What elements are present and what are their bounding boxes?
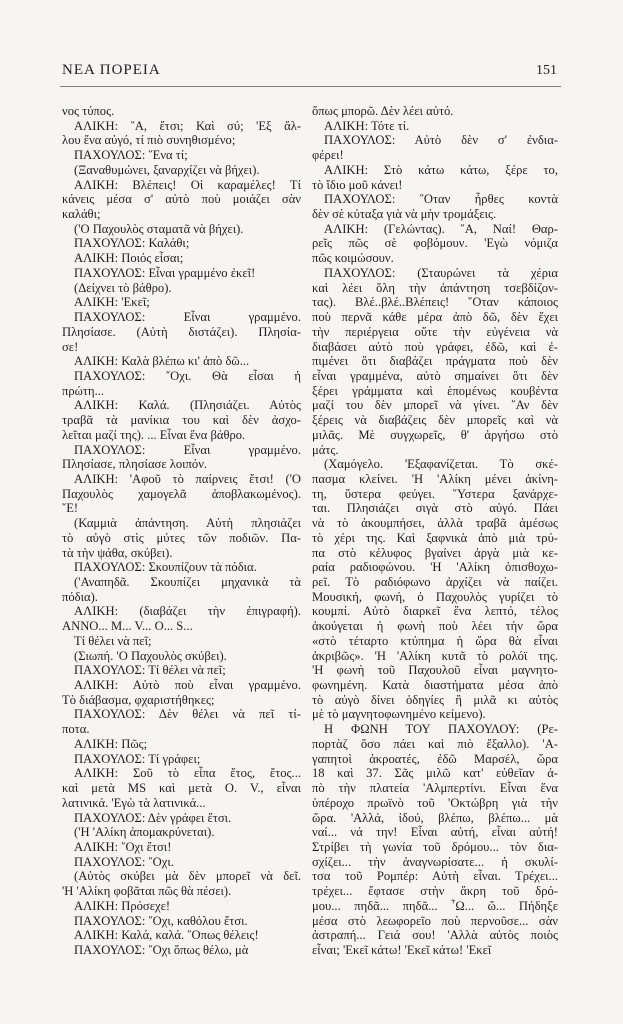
text-line: σχίζει... τὴν ἀναγνωρίσατε... ἡ σκυλί-: [312, 854, 558, 869]
paragraph: [62, 634, 301, 649]
text-line: ῎Ε!: [62, 501, 79, 516]
text-line: ρεῖς πῶς σὲ φοβόμουν. 'Εγὼ νόμιζα: [312, 236, 558, 251]
text-line: 18 καὶ 37. Σᾶς μιλῶ κατ' εὐθεῖαν ἀ-: [312, 766, 558, 781]
text-line: «στὸ τέταρτο κτύπημα ἡ ὥρα θὰ εἶναι: [312, 633, 558, 648]
text-line: εἶναι γραμμένα, αὐτὸ σημαίνει ὅτι δὲν: [312, 368, 558, 383]
text-line: νὰ τὸ ἀκουμπήσει, ἀλλὰ τραβᾶ ἀμέσως: [312, 516, 558, 531]
text-line: τραβᾶ τὰ μανίκια του καὶ δὲν ἀσχο-: [62, 413, 301, 428]
text-line: τὴν περιέργεια οὔτε τὴν εὐγένεια νὰ: [312, 324, 558, 339]
paragraph: [312, 119, 558, 134]
text-line: τὸ χέρι της. Καὶ ξαφνικὰ ἀπὸ μιὰ τρύ-: [312, 530, 558, 545]
text-line: τη, ὕστερα φεύγει. ῞Υστερα ξανάρχε-: [312, 486, 558, 501]
text-line: ('Αναπηδᾶ. Σκουπίζει μηχανικὰ τὰ: [74, 575, 301, 589]
text-line: ΑΛΙΚΗ: Σοῦ τὸ εἶπα ἔτος, ἔτος...: [74, 766, 301, 781]
text-line: ΠΑΧΟΥΛΟΣ: Δὲν θέλει νὰ πεῖ τί-: [74, 707, 301, 722]
paragraph: [62, 840, 301, 855]
text-line: μάτς.: [312, 442, 339, 457]
text-line: ΑΛΙΚΗ: (διαβάζει τὴν ἐπιγραφή).: [74, 604, 301, 619]
paragraph: [62, 575, 301, 604]
text-line: σε!: [62, 339, 79, 354]
text-line: εἶναι; 'Εκεῖ κάτω! 'Εκεῖ κάτω! 'Εκεῖ: [312, 942, 492, 957]
paragraph: [62, 251, 301, 266]
text-line: ΑΛΙΚΗ: Καλά. (Πλησιάζει. Αὐτὸς: [74, 398, 301, 413]
paragraph: [62, 825, 301, 840]
paragraph: [62, 869, 301, 898]
text-line: ΑΛΙΚΗ: ῎Οχι ἔτσι!: [74, 839, 172, 854]
text-line: πῶς κοιμώσουν.: [312, 251, 394, 266]
paragraph: [62, 236, 301, 251]
text-line: Τί θέλει νὰ πεῖ;: [74, 633, 152, 648]
paragraph: [62, 811, 301, 826]
text-line: λατινικά. 'Εγὼ τὰ λατινικά...: [62, 795, 206, 810]
paragraph: [62, 604, 301, 633]
text-line: πρώτη...: [62, 383, 105, 398]
text-line: ΠΑΧΟΥΛΟΣ: Εἶναι γραμμένο ἐκεῖ!: [74, 265, 256, 280]
text-column-left: [62, 104, 301, 958]
paragraph: [62, 310, 301, 354]
text-line: ποτα.: [62, 722, 90, 737]
paragraph: [62, 104, 301, 119]
text-line: λου ἕνα αὐγό, τί πιὸ συνηθισμένο;: [62, 133, 236, 148]
text-line: ΑΛΙΚΗ: Βλέπεις! Οἱ καραμέλες! Τί: [74, 177, 301, 192]
text-line: ANNO... M... V... O... S...: [62, 619, 193, 634]
paragraph: [62, 398, 301, 442]
text-line: τὸ ἴδιο μοῦ κάνει!: [312, 177, 403, 192]
text-line: ΠΑΧΟΥΛΟΣ: Εἶναι γραμμένο.: [74, 310, 301, 325]
text-line: ραία ραδιοφώνου. 'Η 'Αλίκη ὀπισθοχω-: [312, 560, 558, 575]
text-line: Πλησίασε. (Αὐτὴ διστάζει). Πλησία-: [62, 324, 301, 339]
text-line: ΠΑΧΟΥΛΟΣ: Δὲν γράφει ἔτσι.: [74, 810, 232, 825]
text-line: Μουσική, φωνή, ὁ Παχουλὸς γυρίζει τὸ: [312, 589, 558, 604]
text-line: Τὸ διάβασμα, φχαριστήθηκες;: [62, 692, 215, 707]
paragraph: [62, 472, 301, 516]
text-line: ΑΛΙΚΗ: Πρόσεχε!: [74, 898, 171, 913]
paragraph: [62, 281, 301, 296]
paragraph: [62, 899, 301, 914]
text-line: ΠΑΧΟΥΛΟΣ: ῞Ενα τί;: [74, 148, 188, 163]
paragraph: [62, 855, 301, 870]
text-line: τὸ αὐγὸ δίνει ὁδηγίες ἢ μιλᾶ κι αὐτὸς: [312, 692, 558, 707]
text-line: πιμένει ὅτι διαβάζει πράγματα ποὺ δὲν: [312, 354, 558, 369]
text-line: Παχουλὸς χαμογελᾶ ἀποβλακωμένος).: [62, 486, 301, 501]
text-line: ΠΑΧΟΥΛΟΣ: ῞Οταν ἦρθες κοντὰ: [324, 192, 558, 207]
paragraph: [62, 266, 301, 281]
text-line: τὸ αὐγὸ στὶς μύτες τῶν ποδιῶν. Πα-: [62, 530, 301, 545]
paragraph: [312, 163, 558, 192]
text-line: (Σιωπή. 'Ο Παχουλὸς σκύβει).: [74, 648, 227, 663]
paragraph: [312, 457, 558, 722]
text-line: νος τύπος.: [62, 104, 115, 118]
text-line: μαζί του δὲν μπορεῖ νὰ γίνει. ῎Αν δὲν: [312, 398, 558, 413]
text-line: ἀκριβῶς». 'Η 'Αλίκη κυτᾶ τὸ ρολόϊ της.: [312, 648, 558, 663]
text-line: δὲν σὲ κύταξα γιὰ νὰ μὴν τρομάξεις.: [312, 207, 497, 222]
text-line: ΑΛΙΚΗ: Τότε τί.: [324, 118, 410, 133]
text-line: διαβάσει αὐτὸ ποὺ γράφει, ἐδῶ, καὶ ἐ-: [312, 339, 558, 354]
paragraph: [312, 133, 558, 162]
text-line: μιλᾶς. Μὲ συγχωρεῖς, θ' ἀργήσω στὸ: [312, 427, 558, 442]
text-line: πασμα κλείνει. 'Η 'Αλίκη μένει ἀκίνη-: [312, 471, 558, 486]
paragraph: [62, 737, 301, 752]
text-line: ΠΑΧΟΥΛΟΣ: ῎Οχι ὅπως θέλω, μὰ: [74, 942, 249, 957]
text-line: ΑΛΙΚΗ: Καλὰ βλέπω κι' ἀπὸ δῶ...: [74, 354, 250, 369]
text-line: ὑπέροχο πρωϊνὸ τοῦ 'Οκτώβρη γιὰ τὴν: [312, 795, 558, 810]
paragraph: [62, 178, 301, 222]
text-line: ται. Πλησιάζει σιγὰ στὸ αὐγό. Πάει: [312, 501, 558, 516]
paragraph: [62, 649, 301, 664]
text-line: ἀστραπή... Γειά σου! 'Αλλὰ αὐτὸς ποιὸς: [312, 928, 558, 943]
text-line: 'Η φωνὴ τοῦ Παχουλοῦ εἶναι μαγνητο-: [312, 663, 558, 678]
paragraph: [62, 516, 301, 560]
text-line: τὰ τὴν ψάθα, σκύβει).: [62, 545, 173, 560]
text-line: πα στὸ κέλυφος βγαίνει ἀργὰ μιὰ κε-: [312, 545, 558, 560]
text-line: ΑΛΙΚΗ: Στὸ κάτω κάτω, ξέρε το,: [324, 162, 558, 177]
text-line: ΠΑΧΟΥΛΟΣ: ῎Οχι. Θὰ εἶσαι ἡ: [74, 368, 301, 383]
text-line: πὸ τὴν πλατεία 'Αλμπερτίνι. Εἶναι ἕνα: [312, 781, 558, 796]
text-line: ποὺ περνᾶ κάθε μέρα ἀπὸ δῶ, δὲν ἔχει: [312, 310, 558, 325]
paragraph: [312, 222, 558, 266]
text-line: ΠΑΧΟΥΛΟΣ: Αὐτὸ δὲν σ' ἐνδια-: [324, 133, 558, 148]
text-line: λεῖται μαζί της). ... Εἶναι ἕνα βάθρο.: [62, 427, 246, 442]
text-line: ΠΑΧΟΥΛΟΣ: Σκουπίζουν τὰ πόδια.: [74, 560, 257, 575]
text-line: ΠΑΧΟΥΛΟΣ: Τί γράφει;: [74, 751, 201, 766]
text-line: ('Ο Παχουλὸς σταματᾶ νὰ βήχει).: [74, 221, 244, 236]
text-column-right: [312, 104, 558, 958]
text-line: ἀκούγεται ἡ φωνὴ ποὺ λέει τὴν ὥρα: [312, 619, 558, 634]
paragraph: [312, 192, 558, 221]
text-line: πορτὰζ ὅσο πάει καὶ πιὸ ἔξαλλο). 'Α-: [312, 736, 558, 751]
text-line: ΑΛΙΚΗ: Πῶς;: [74, 736, 148, 751]
text-line: ὅπως μπορῶ. Δὲν λέει αὐτό.: [312, 104, 454, 118]
text-line: ΑΛΙΚΗ: (Γελώντας). ῎Α, Ναί! Θαρ-: [324, 221, 558, 236]
paragraph: [62, 354, 301, 369]
text-line: ΠΑΧΟΥΛΟΣ: (Σταυρώνει τὰ χέρια: [324, 265, 558, 280]
text-line: γαπητοὶ ἀκροατές, ἐδῶ Μαρσέλ, ὥρα: [312, 751, 558, 766]
text-line: ξέρει γράμματα καὶ ἑπομένως κουβέντα: [312, 383, 558, 398]
text-line: ρεῖ. Τὸ ραδιόφωνο ἀρχίζει νὰ παίζει.: [312, 575, 558, 589]
text-line: ΑΛΙΚΗ: 'Εκεῖ;: [74, 295, 150, 310]
text-line: τας). Βλέ..βλέ..Βλέπεις! ῞Οταν κάποιος: [312, 295, 558, 310]
paragraph: [62, 148, 301, 163]
text-line: φωνημένη. Κατὰ διαστήματα μέσα ἀπὸ: [312, 678, 558, 693]
text-line: κουμπί. Αὐτὸ διαρκεῖ ἕνα λεπτό, τέλος: [312, 604, 558, 619]
text-line: φέρει!: [312, 148, 344, 163]
paragraph: [62, 369, 301, 398]
paragraph: [62, 163, 301, 178]
text-line: κάνεις μέσα σ' αὐτὸ ποὺ μοιάζει σὰν: [62, 192, 301, 207]
paragraph: [62, 707, 301, 736]
text-line: Πλησίασε, πλησίασε λοιπόν.: [62, 457, 208, 472]
text-line: (Καμμιὰ ἀπάντηση. Αὐτὴ πλησιάζει: [74, 516, 301, 531]
paragraph: [62, 943, 301, 958]
text-line: ΑΛΙΚΗ: Καλά, καλά. ῞Οπως θέλεις!: [74, 928, 259, 943]
paragraph: [62, 766, 301, 810]
paragraph: [62, 663, 301, 678]
paragraph: [312, 266, 558, 457]
paragraph: [62, 119, 301, 148]
text-line: τρέχει... ἔφτασε στὴν ἄκρη τοῦ δρό-: [312, 884, 558, 899]
text-line: ὥρα. 'Αλλά, ἰδού, βλέπω, βλέπω... μὰ: [312, 810, 558, 825]
paragraph: [62, 928, 301, 943]
paragraph: [62, 295, 301, 310]
text-line: Στρίβει τὴ γωνία τοῦ δρόμου... τὸν δια-: [312, 839, 558, 854]
text-line: μέσα στὸ λεωφορεῖο ποὺ περνοῦσε... σὰν: [312, 913, 558, 928]
paragraph: [62, 678, 301, 707]
text-line: ΑΛΙΚΗ: 'Αφοῦ τὸ παίρνεις ἔτσι! ('Ο: [74, 471, 301, 486]
text-line: ΠΑΧΟΥΛΟΣ: Εἶναι γραμμένο.: [74, 442, 301, 457]
text-line: ('Η 'Αλίκη ἀπομακρύνεται).: [74, 825, 215, 840]
text-line: Η ΦΩΝΗ ΤΟΥ ΠΑΧΟΥΛΟΥ: (Ρε-: [324, 722, 558, 737]
text-line: ξέρεις νὰ διαβάζεις δὲν μπορεῖς καὶ νὰ: [312, 413, 558, 428]
running-header-title: ΝΕΑ ΠΟΡΕΙΑ: [62, 62, 161, 78]
text-line: καὶ λέει ὅλη τὴν ἀπάντηση τσεβδίζον-: [312, 280, 558, 295]
header-rule: [60, 86, 561, 87]
text-line: ΠΑΧΟΥΛΟΣ: Καλάθι;: [74, 236, 190, 251]
paragraph: [62, 222, 301, 237]
paragraph: [62, 914, 301, 929]
text-line: μὲ τὸ μαγνητοφωνημένο κείμενο).: [312, 707, 486, 722]
paragraph: [62, 443, 301, 472]
text-line: ΠΑΧΟΥΛΟΣ: Τί θέλει νὰ πεῖ;: [74, 663, 226, 678]
text-line: ΠΑΧΟΥΛΟΣ: ῎Οχι, καθόλου ἔτσι.: [74, 913, 248, 928]
text-line: (Ξαναθυμώνει, ξαναρχίζει νὰ βήχει).: [74, 162, 260, 177]
text-line: τσα τοῦ Ρομπέρ: Αὐτὴ εἶναι. Τρέχει...: [312, 869, 558, 884]
text-line: ΑΛΙΚΗ: ῎Α, ἔτσι; Καὶ σύ; 'Εξ ἄλ-: [74, 118, 301, 133]
text-line: καλάθι;: [62, 207, 101, 222]
page-number: 151: [536, 63, 557, 78]
text-line: (Δείχνει τὸ βάθρο).: [74, 280, 172, 295]
text-line: ΑΛΙΚΗ: Αὐτὸ ποὺ εἶναι γραμμένο.: [74, 678, 301, 693]
text-line: ναί... νά την! Εἶναι αὐτή, εἶναι αὐτή!: [312, 825, 558, 840]
text-line: ΑΛΙΚΗ: Ποιός εἶσαι;: [74, 251, 184, 266]
paragraph: [62, 752, 301, 767]
text-line: (Χαμόγελο. 'Εξαφανίζεται. Τὸ σκέ-: [324, 457, 558, 472]
text-line: μου... πηδᾶ... πηδᾶ... ῏Ω... ὤ... Πήδηξε: [312, 898, 558, 913]
text-line: 'Η 'Αλίκη φοβᾶται πῶς θὰ πέσει).: [62, 884, 232, 899]
paragraph: [62, 560, 301, 575]
text-line: πόδια).: [62, 589, 98, 604]
paragraph: [312, 722, 558, 958]
text-line: (Αὐτὸς σκύβει μὰ δὲν μπορεῖ νὰ δεῖ.: [74, 869, 301, 884]
text-line: καὶ μετὰ MS καὶ μετὰ O. V., εἶναι: [62, 781, 301, 796]
text-line: ΠΑΧΟΥΛΟΣ: ῎Οχι.: [74, 854, 174, 869]
paragraph: [312, 104, 558, 119]
